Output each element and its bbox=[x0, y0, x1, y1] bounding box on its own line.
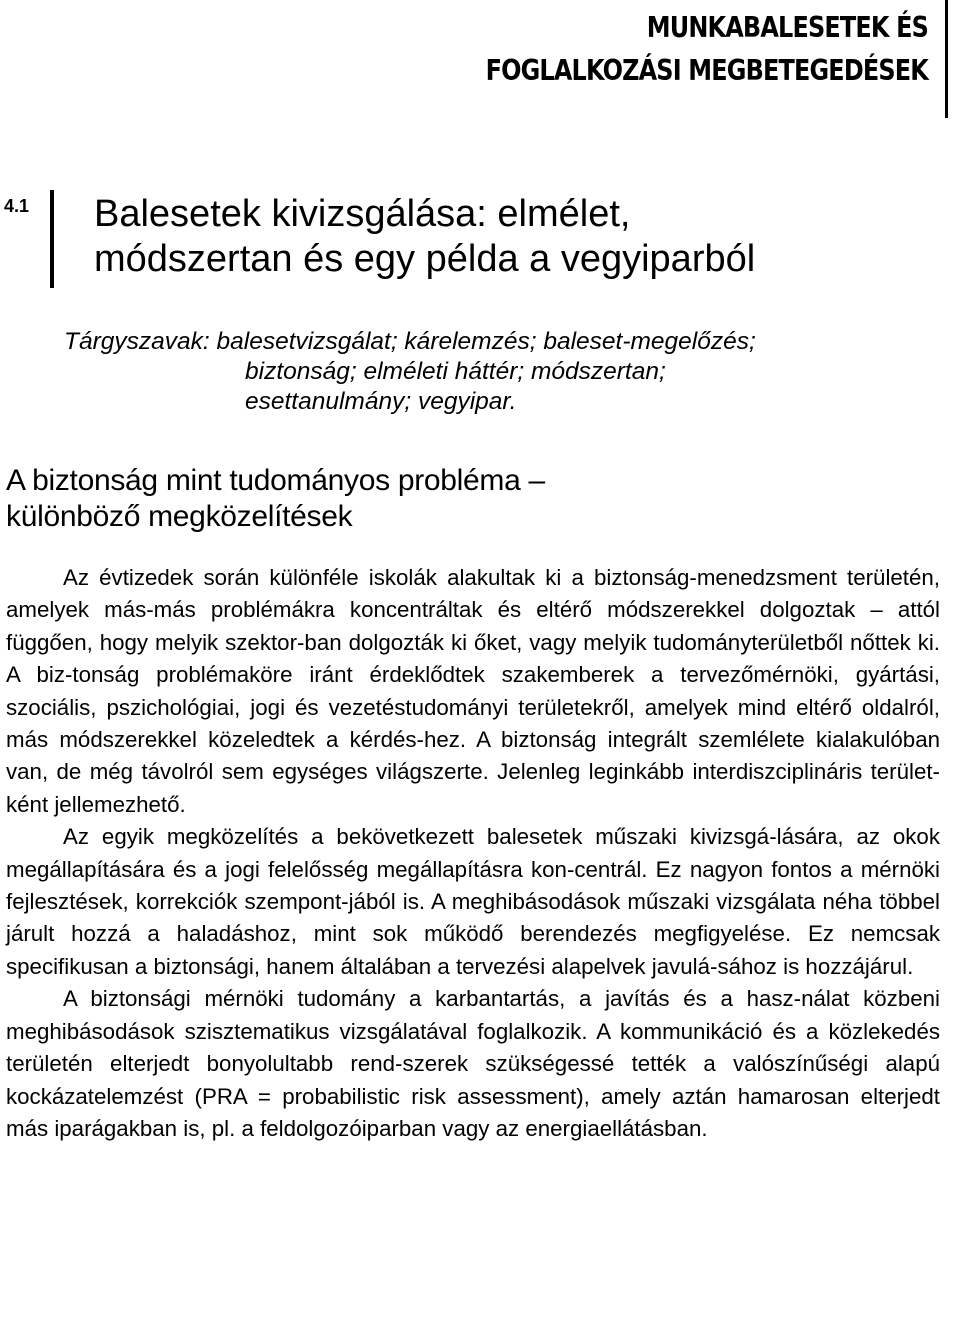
keywords-line-3: esettanulmány; vegyipar. bbox=[245, 388, 517, 415]
section-title bbox=[94, 192, 914, 282]
keywords bbox=[64, 327, 944, 417]
chapter-title-line-2: FOGLALKOZÁSI MEGBETEGEDÉSEK bbox=[485, 54, 928, 87]
subheading-line-1: A biztonság mint tudományos probléma – bbox=[6, 464, 545, 497]
header-rule bbox=[945, 0, 948, 118]
section-divider bbox=[50, 190, 54, 288]
keywords-line-2: biztonság; elméleti háttér; módszertan; bbox=[245, 358, 666, 385]
section-title-line-1: Balesetek kivizsgálása: elmélet, bbox=[94, 193, 631, 235]
body-text bbox=[6, 562, 940, 1145]
keywords-label: Tárgyszavak: bbox=[64, 328, 210, 355]
section-title-line-2: módszertan és egy példa a vegyiparból bbox=[94, 238, 756, 280]
subheading-line-2: különböző megközelítések bbox=[6, 500, 353, 533]
chapter-title-line-1: MUNKABALESETEK ÉS bbox=[646, 11, 928, 44]
subheading bbox=[6, 463, 906, 535]
paragraph-1: Az évtizedek során különféle iskolák alakultak ki a biztonság-menedzsment területén, amelyek más-más problémákra koncentráltak és eltérő módszerekkel dolgoztak – attól függően, hogy melyik szektor-ban dolgozták ki őket, vagy melyik tudományterületből nőttek ki. A biz-tonság problémaköre iránt érdeklődtek szakemberek a tervezőmérnöki, gyártási, szociális, pszichológiai, jogi és vezetéstudományi területekről, amelyek mind eltérő oldalról, más módszerekkel közeledtek a kérdés-hez. A biztonság integrált szemlélete kialakulóban van, de még távolról sem egységes világszerte. Jelenleg leginkább interdiszciplináris terület-ként jellemezhető. bbox=[6, 565, 940, 817]
paragraph-2: Az egyik megközelítés a bekövetkezett balesetek műszaki kivizsgá-lására, az okok megállapítására és a jogi felelősség megállapításra kon-centrál. Ez nagyon fontos a mérnöki fejlesztések, korrekciók szempont-jából is. A meghibásodások műszaki vizsgálata néha többel járult hozzá a haladáshoz, mint sok működő berendezés megfigyelése. Ez nemcsak specifikusan a biztonsági, hanem általában a tervezési alapelvek javulá-sához is hozzájárul. bbox=[6, 824, 940, 979]
chapter-title bbox=[459, 6, 928, 92]
paragraph-3: A biztonsági mérnöki tudomány a karbantartás, a javítás és a hasz-nálat közbeni meghibásodások szisztematikus vizsgálatával foglalkozik. A kommunikáció és a közlekedés területén elterjedt bonyolultabb rend-szerek szükségessé tették a valószínűségi alapú kockázatelemzést (PRA = probabilistic risk assessment), amely aztán hamarosan elterjedt más iparágakban is, pl. a feldolgozóiparban vagy az energiaellátásban. bbox=[6, 986, 940, 1141]
keywords-line-1: balesetvizsgálat; kárelemzés; baleset-megelőzés; bbox=[216, 328, 756, 355]
section-number: 4.1 bbox=[4, 196, 30, 216]
